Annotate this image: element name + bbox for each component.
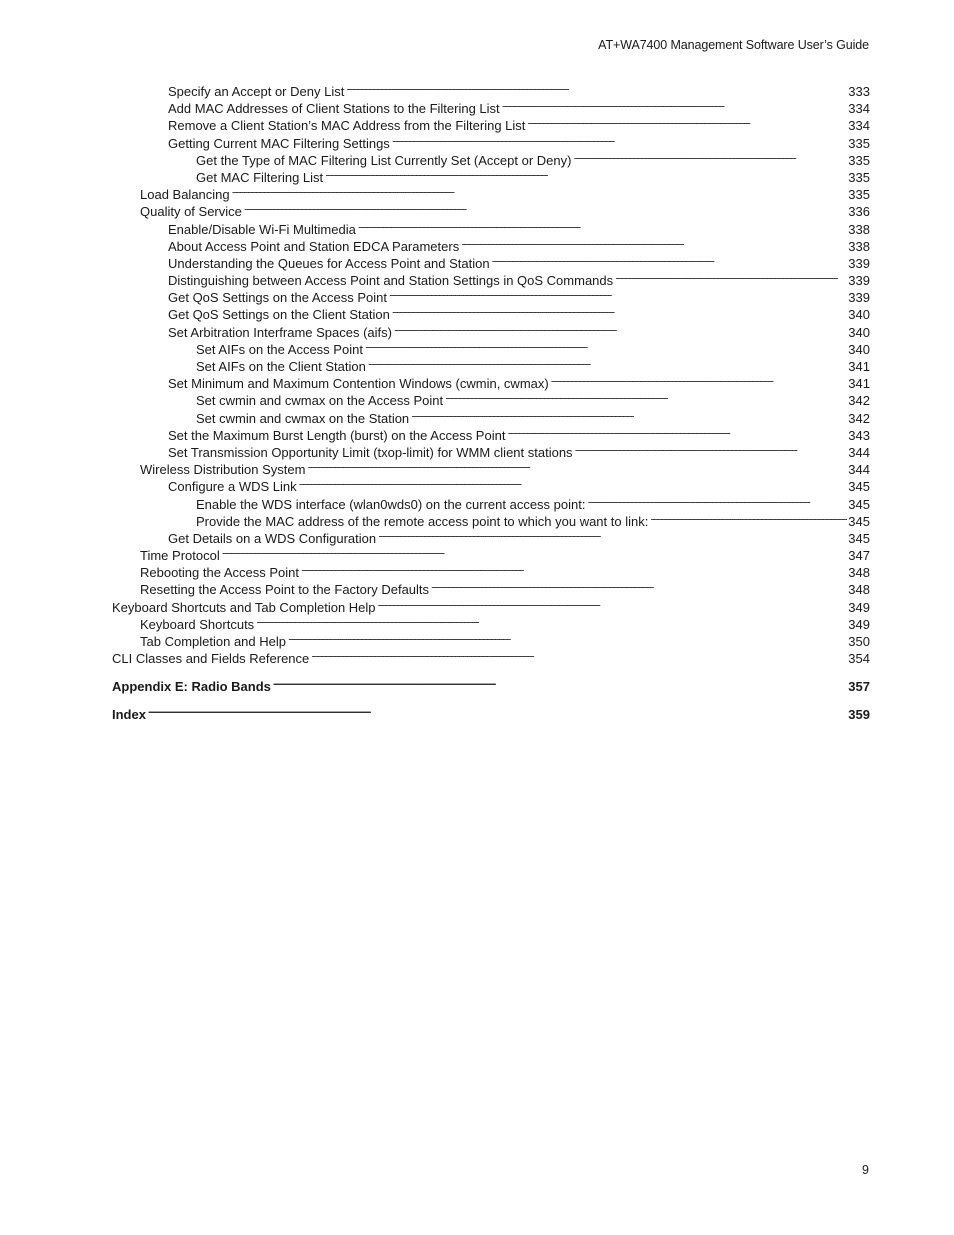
dot-leader xyxy=(575,440,848,457)
toc-entry-page[interactable]: 347 xyxy=(848,548,870,564)
toc-entry-title[interactable]: Set cwmin and cwmax on the Access Point xyxy=(196,393,444,409)
dot-leader xyxy=(299,474,848,491)
toc-entry-title[interactable]: Set Transmission Opportunity Limit (txop-limit) for WMM client stations xyxy=(168,444,573,460)
dot-leader xyxy=(244,199,847,216)
toc-entry-page[interactable]: 339 xyxy=(848,255,870,271)
dot-leader xyxy=(431,577,847,594)
toc-entry-page[interactable]: 338 xyxy=(848,221,870,237)
dot-leader xyxy=(551,371,848,388)
toc-entry-title[interactable]: Provide the MAC address of the remote access point to which you want to link: xyxy=(196,513,649,529)
dot-leader xyxy=(288,629,847,646)
dot-leader xyxy=(411,406,847,423)
toc-entry-title[interactable]: Get QoS Settings on the Access Point xyxy=(168,290,387,306)
toc-entry-title[interactable]: Set cwmin and cwmax on the Station xyxy=(196,410,410,426)
toc-entry-title[interactable]: Set Minimum and Maximum Contention Windows (cwmin, cwmax) xyxy=(168,376,549,392)
toc-entry-page[interactable]: 357 xyxy=(848,678,870,694)
toc-entry-page[interactable]: 336 xyxy=(848,204,870,220)
toc-entry-page[interactable]: 334 xyxy=(848,101,870,117)
toc-entry-page[interactable]: 335 xyxy=(848,187,870,203)
toc-entry-title[interactable]: Get MAC Filtering List xyxy=(196,169,324,185)
toc-entry-title[interactable]: Rebooting the Access Point xyxy=(140,565,299,581)
dot-leader xyxy=(587,492,847,509)
toc-entry-title[interactable]: Set the Maximum Burst Length (burst) on the Access Point xyxy=(168,427,506,443)
toc-entry-title[interactable]: Tab Completion and Help xyxy=(140,634,286,649)
toc-entry-page[interactable]: 335 xyxy=(848,169,870,185)
toc-entry-page[interactable]: 340 xyxy=(848,324,870,340)
toc-entry-title[interactable]: Specify an Accept or Deny List xyxy=(168,84,345,99)
toc-entry-title[interactable]: Distinguishing between Access Point and Station Settings in QoS Commands xyxy=(168,273,614,289)
toc-entry-title[interactable]: Set Arbitration Interframe Spaces (aifs) xyxy=(168,324,392,340)
toc-entry-page[interactable]: 344 xyxy=(848,462,870,478)
toc-entry-page[interactable]: 345 xyxy=(848,513,870,529)
dot-leader xyxy=(256,612,847,629)
toc-entry-title[interactable]: Enable/Disable Wi-Fi Multimedia xyxy=(168,221,356,237)
toc-entry-title[interactable]: Remove a Client Station’s MAC Address from the Filtering List xyxy=(168,118,526,134)
toc-entry-page[interactable]: 345 xyxy=(848,496,870,512)
toc-entry-title[interactable]: Time Protocol xyxy=(140,548,220,564)
toc-entry-title[interactable]: Keyboard Shortcuts xyxy=(140,616,255,632)
dot-leader xyxy=(222,543,848,560)
toc-entry[interactable] xyxy=(112,702,870,722)
toc-entry[interactable] xyxy=(112,560,870,581)
toc-entry-page[interactable]: 344 xyxy=(848,444,870,460)
toc-entry-page[interactable]: 341 xyxy=(848,376,870,392)
toc-entry-page[interactable]: 350 xyxy=(848,634,870,649)
dot-leader xyxy=(346,79,847,96)
dot-leader xyxy=(389,285,847,302)
toc-entry-title[interactable]: Quality of Service xyxy=(140,204,242,220)
toc-entry-page[interactable]: 340 xyxy=(848,307,870,323)
toc-entry-page[interactable]: 335 xyxy=(848,135,870,151)
running-header: AT+WA7400 Management Software User’s Guide xyxy=(598,38,869,52)
toc-entry-page[interactable]: 354 xyxy=(848,651,870,667)
toc-entry-page[interactable]: 342 xyxy=(848,393,870,409)
toc-entry-title[interactable]: CLI Classes and Fields Reference xyxy=(112,651,310,667)
dot-leader xyxy=(148,702,847,719)
dot-leader xyxy=(273,674,847,691)
toc-entry-page[interactable]: 349 xyxy=(848,616,870,632)
dot-leader xyxy=(232,182,848,199)
toc-entry-title[interactable]: Getting Current MAC Filtering Settings xyxy=(168,135,390,151)
toc-entry-title[interactable]: Load Balancing xyxy=(140,187,230,203)
toc-entry-title[interactable]: Get QoS Settings on the Client Station xyxy=(168,307,390,323)
toc-entry-page[interactable]: 349 xyxy=(848,599,870,615)
dot-leader xyxy=(325,165,847,182)
toc-entry-page[interactable]: 334 xyxy=(848,118,870,134)
dot-leader xyxy=(394,320,847,337)
toc-entry-page[interactable]: 348 xyxy=(848,565,870,581)
dot-leader xyxy=(358,217,847,234)
dot-leader xyxy=(378,526,847,543)
toc-entry-title[interactable]: Get Details on a WDS Configuration xyxy=(168,530,377,546)
page-number: 9 xyxy=(862,1163,869,1177)
dot-leader xyxy=(378,595,848,612)
toc-entry-title[interactable]: Wireless Distribution System xyxy=(140,462,306,478)
toc-entry-title[interactable]: Keyboard Shortcuts and Tab Completion Help xyxy=(112,599,376,615)
dot-leader xyxy=(461,234,847,251)
toc-entry-page[interactable]: 342 xyxy=(848,410,870,426)
toc-entry-title[interactable]: About Access Point and Station EDCA Parameters xyxy=(168,238,460,254)
dot-leader xyxy=(507,423,847,440)
toc-entry-page[interactable]: 339 xyxy=(848,290,870,306)
toc-entry[interactable] xyxy=(112,79,870,99)
toc-entry-page[interactable]: 345 xyxy=(848,530,870,546)
dot-leader xyxy=(307,457,847,474)
dot-leader xyxy=(365,337,847,354)
toc-entry-title[interactable]: Understanding the Queues for Access Point and Station xyxy=(168,255,490,271)
toc-entry[interactable] xyxy=(112,674,870,694)
toc-entry-title[interactable]: Configure a WDS Link xyxy=(168,479,297,495)
dot-leader xyxy=(392,131,847,148)
toc-entry-page[interactable]: 345 xyxy=(848,479,870,495)
toc-entry-page[interactable]: 333 xyxy=(848,84,870,99)
toc-entry-title[interactable]: Enable the WDS interface (wlan0wds0) on the current access point: xyxy=(196,496,586,512)
dot-leader xyxy=(368,354,847,371)
dot-leader xyxy=(502,96,848,113)
toc-entry-page[interactable]: 339 xyxy=(848,273,870,289)
dot-leader xyxy=(573,148,847,165)
dot-leader xyxy=(301,560,847,577)
toc-entry-page[interactable]: 341 xyxy=(848,359,870,374)
toc-entry-title[interactable]: Resetting the Access Point to the Factory Defaults xyxy=(140,582,430,598)
dot-leader xyxy=(311,646,847,663)
dot-leader xyxy=(392,302,847,319)
toc-entry-page[interactable]: 338 xyxy=(848,238,870,254)
dot-leader xyxy=(650,509,847,526)
dot-leader xyxy=(492,251,848,268)
toc-entry[interactable] xyxy=(112,543,870,564)
dot-leader xyxy=(615,268,847,285)
toc-entry-page[interactable]: 340 xyxy=(848,341,870,357)
toc-entry-page[interactable]: 348 xyxy=(848,582,870,598)
toc-entry-title[interactable]: Appendix E: Radio Bands xyxy=(112,678,271,694)
dot-leader xyxy=(445,388,847,405)
toc-entry-title[interactable]: Add MAC Addresses of Client Stations to the Filtering List xyxy=(168,101,500,117)
toc-entry-page[interactable]: 359 xyxy=(848,706,870,722)
toc-entry-title[interactable]: Set AIFs on the Access Point xyxy=(196,341,363,357)
table-of-contents xyxy=(112,79,870,722)
dot-leader xyxy=(527,113,847,130)
toc-entry-page[interactable]: 343 xyxy=(848,427,870,443)
toc-entry-page[interactable]: 335 xyxy=(848,152,870,168)
toc-entry-title[interactable]: Set AIFs on the Client Station xyxy=(196,359,366,374)
toc-entry-title[interactable]: Get the Type of MAC Filtering List Currently Set (Accept or Deny) xyxy=(196,152,572,168)
toc-entry-title[interactable]: Index xyxy=(112,706,146,722)
